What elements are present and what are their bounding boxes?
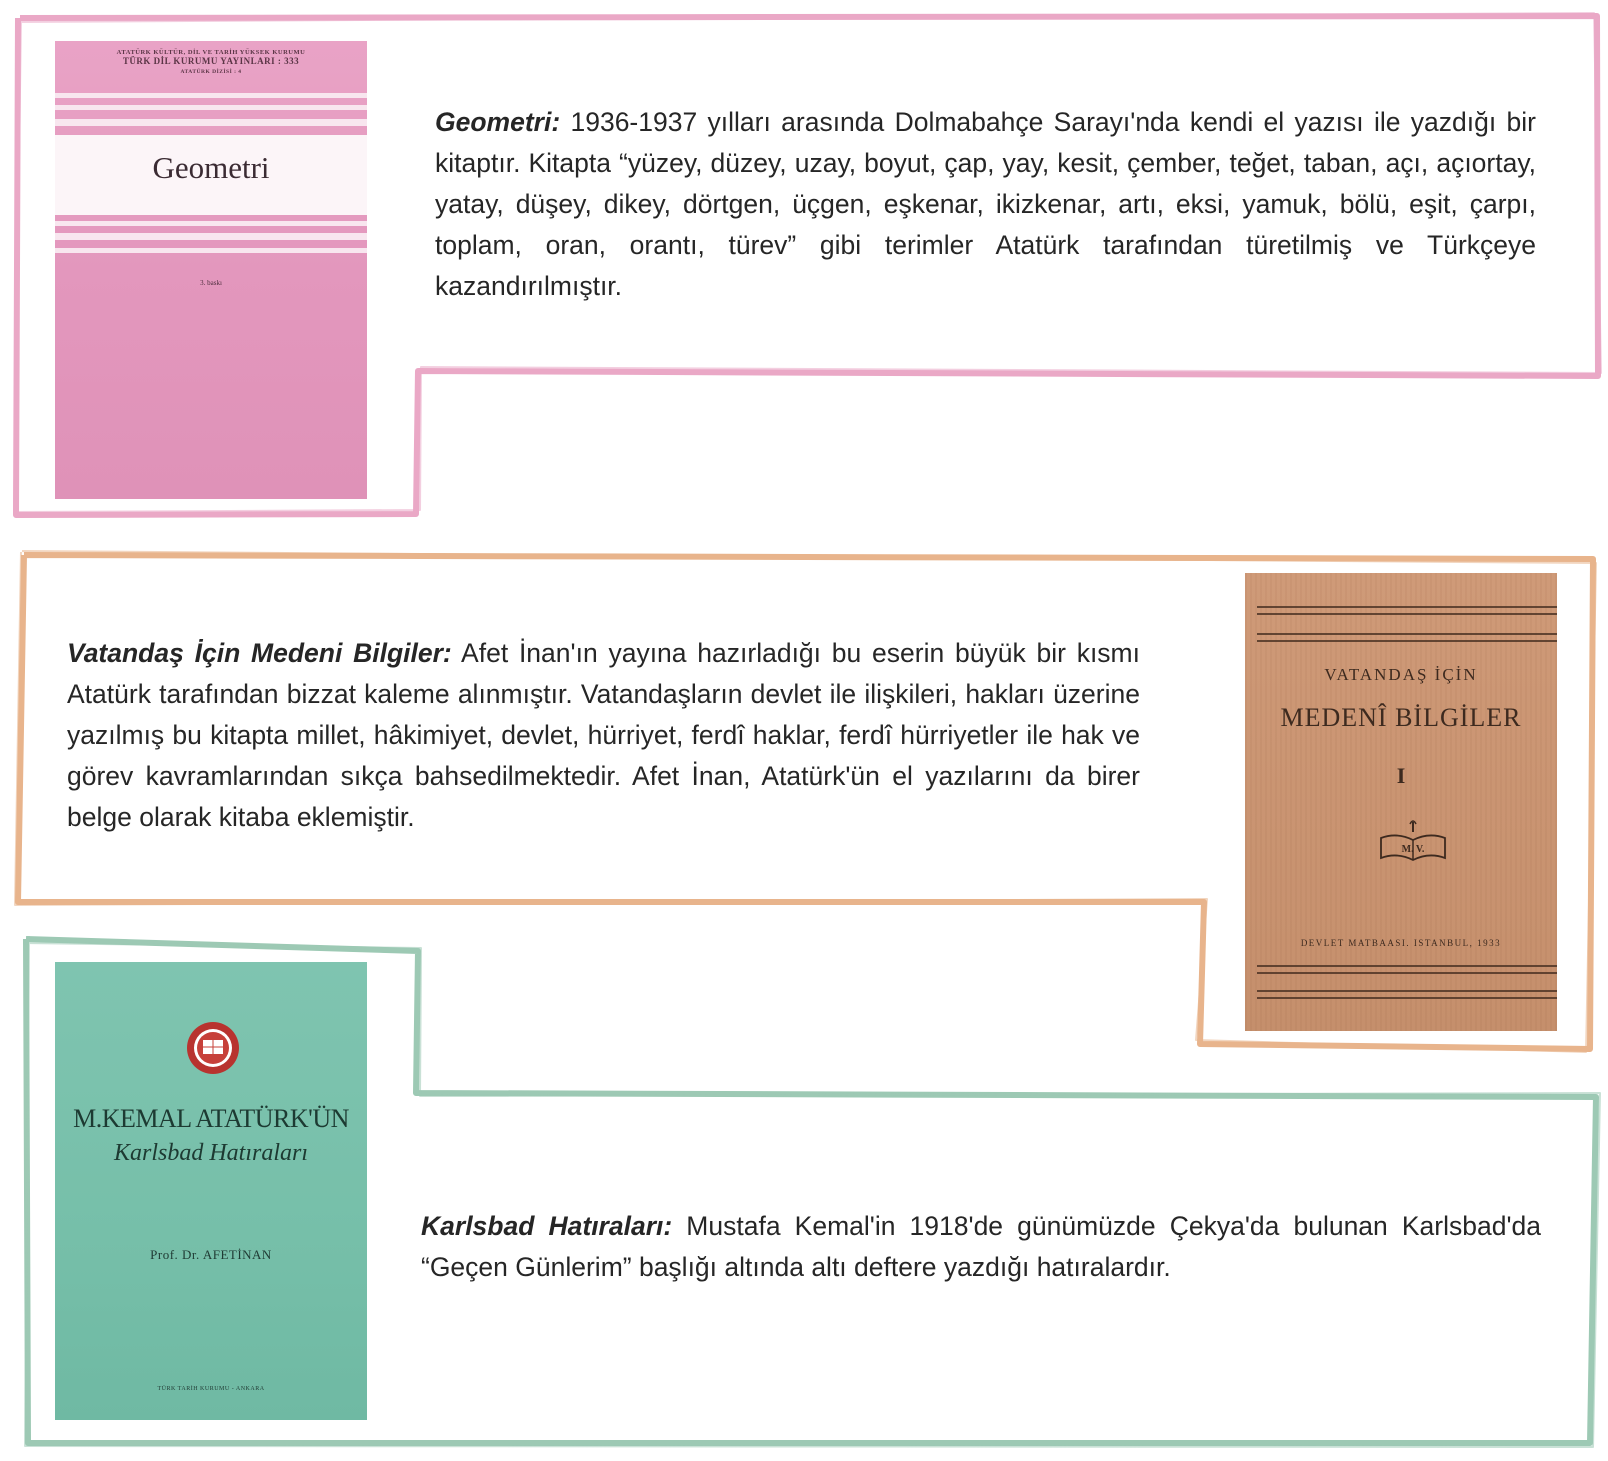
vatandas-cover-subtitle: VATANDAŞ İÇİN [1324, 665, 1478, 684]
karlsbad-cover-author: Prof. Dr. AFETİNAN [150, 1247, 272, 1262]
vatandas-cover-emblem-text: M. V. [1401, 844, 1425, 855]
cover-stripe [55, 119, 367, 126]
karlsbad-cover-title-line1: M.KEMAL ATATÜRK'ÜN [73, 1104, 349, 1133]
vatandas-book-cover [1245, 573, 1557, 1031]
cover-rule [1257, 606, 1557, 608]
cover-rule [1257, 640, 1557, 642]
geometri-description [435, 102, 1536, 307]
cover-stripe [55, 221, 367, 226]
book-torch-emblem-icon [1377, 818, 1449, 866]
geometri-book-cover [55, 41, 367, 499]
geometri-cover-publisher-line1: ATATÜRK KÜLTÜR, DİL VE TARİH YÜKSEK KURUMU [116, 49, 306, 56]
vatandas-text: Afet İnan'ın yayına hazırladığı bu eserin büyük bir kısmı Atatürk tarafından bizzat kaleme alınmıştır. Vatandaşların devlet ile ilişkileri, hakları üzerine yazılmış bu kitapta millet, hâkimiyet, devlet, hürriyet, ferdî haklar, ferdî hürriyetler ile hak ve görev kavramlarından sıkça bahsedilmektedir. Afet İnan, Atatürk'ün el yazılarını da birer belge olarak kitaba eklemiştir. [67, 638, 1140, 832]
cover-rule [1257, 997, 1557, 999]
vatandas-cover-press: DEVLET MATBAASI. ISTANBUL, 1933 [1300, 938, 1502, 948]
vatandas-cover-title: MEDENÎ BİLGİLER [1280, 703, 1522, 732]
cover-rule [1257, 613, 1557, 615]
geometri-text: 1936-1937 yılları arasında Dolmabahçe Sarayı'nda kendi el yazısı ile yazdığı bir kitaptır. Kitapta “yüzey, düzey, uzay, boyut, çap, yay, kesit, çember, teğet, taban, açı, açıortay, yatay, düşey, dikey, dörtgen, üçgen, eşkenar, ikizkenar, artı, eksi, yamuk, bölü, eşit, çarpı, toplam, oran, orantı, türev” gibi terimler Atatürk tarafından türetilmiş ve Türkçeye kazandırılmıştır. [435, 107, 1536, 301]
cover-stripe [55, 93, 367, 98]
cover-stripe [55, 248, 367, 253]
karlsbad-cover-publisher: TÜRK TARİH KURUMU - ANKARA [157, 1386, 265, 1392]
karlsbad-description [421, 1206, 1541, 1288]
vatandas-title: Vatandaş İçin Medeni Bilgiler: [67, 638, 452, 668]
vatandas-description [67, 633, 1140, 838]
karlsbad-title: Karlsbad Hatıraları: [421, 1211, 673, 1241]
geometri-cover-title: Geometri [152, 150, 270, 185]
geometri-cover-edition: 3. baskı [200, 279, 222, 287]
cover-rule [1257, 972, 1557, 974]
cover-stripe [55, 105, 367, 110]
geometri-cover-series: ATATÜRK DİZİSİ : 4 [180, 69, 242, 75]
cover-rule [1257, 990, 1557, 992]
cover-rule [1257, 633, 1557, 635]
cover-stripe [55, 233, 367, 240]
karlsbad-text: Mustafa Kemal'in 1918'de günümüzde Çekya'da bulunan Karlsbad'da “Geçen Günlerim” başlığı altında altı deftere yazdığı hatıralardır. [421, 1211, 1542, 1282]
vatandas-cover-volume: I [1396, 763, 1406, 788]
karlsbad-cover-title-line2: Karlsbad Hatıraları [113, 1140, 309, 1166]
turk-tarih-kurumu-seal-icon [185, 1020, 241, 1076]
cover-rule [1257, 965, 1557, 967]
geometri-title: Geometri: [435, 107, 561, 137]
karlsbad-book-cover [55, 962, 367, 1420]
geometri-cover-publisher-line2: TÜRK DİL KURUMU YAYINLARI : 333 [122, 56, 300, 66]
